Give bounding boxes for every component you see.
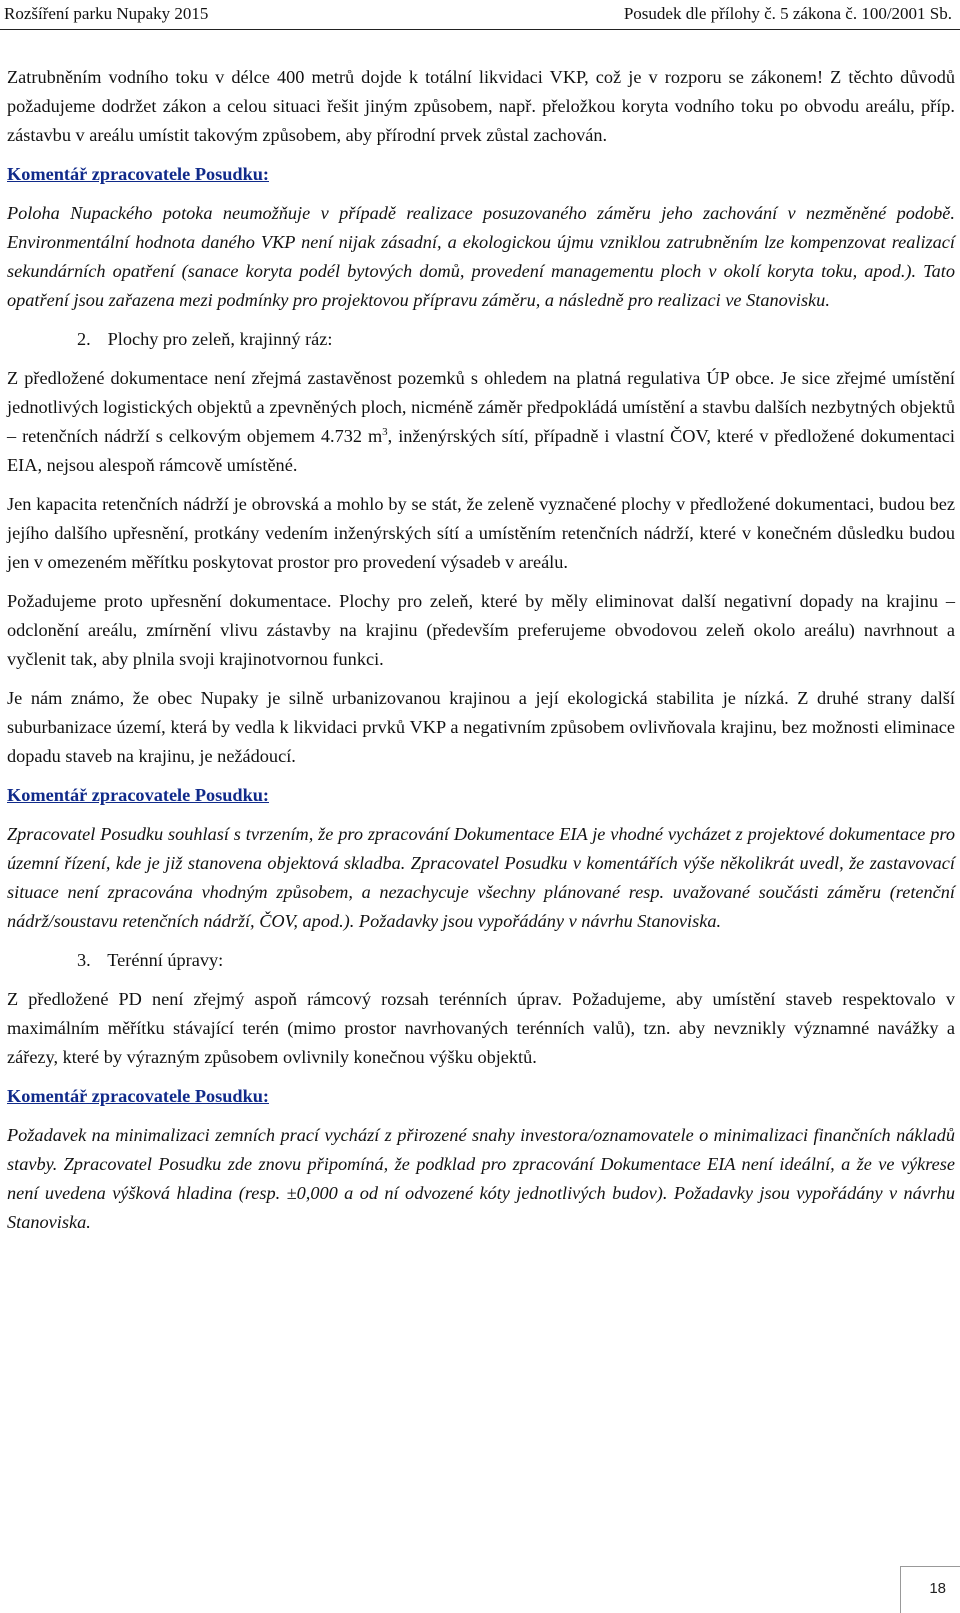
paragraph-piping-objection: Zatrubněním vodního toku v délce 400 metrů dojde k totální likvidaci VKP, což je v rozporu se zákonem! Z těchto důvodů požadujeme dodržet zákon a celou situaci řešit jiným způsobem, např. přeložkou koryta vodního toku po obvodu areálu, příp. zástavbu v areálu umístit takovým způsobem, aby přírodní prvek zůstal zachován. [7, 67, 955, 145]
comment-heading: Komentář zpracovatele Posudku: [7, 1086, 269, 1106]
item-heading-greenery [77, 325, 955, 354]
header-legal-reference: Posudek dle přílohy č. 5 zákona č. 100/2001 Sb. [623, 4, 952, 23]
paragraph-text: , inženýrských sítí, případně i vlastní ČOV, které v předložené dokumentaci EIA, nejsou alespoň rámcově umístěné. [7, 426, 955, 475]
paragraph-text: Z předložené dokumentace není zřejmá zastavěnost pozemků s ohledem na platná regulativa ÚP obce. Je sice zřejmé umístění jednotlivých logistických objektů a zpevněných ploch, nicméně záměr předpokládá umístění a stavbu dalších nezbytných objektů – retenčních nádrží s celkovým objemem 4.732 m [7, 368, 955, 446]
comment-paragraph-documentation: Zpracovatel Posudku souhlasí s tvrzením, že pro zpracování Dokumentace EIA je vhodné vycházet z projektové dokumentace pro územní řízení, kde je již stanovena objektová skladba. Zpracovatel Posudku v komentářích výše několikrát uvedl, že zastavovací situace není zpracována vhodným způsobem, a nezachycuje všechny plánované resp. uvažované součásti záměru (retenční nádrž/soustavu retenčních nádrží, ČOV, apod.). Požadavky jsou vypořádány v návrhu Stanoviska. [7, 824, 955, 931]
comment-heading: Komentář zpracovatele Posudku: [7, 785, 269, 805]
paragraph-terrain: Z předložené PD není zřejmý aspoň rámcový rozsah terénních úprav. Požadujeme, aby umístění staveb respektovalo v maximálním měřítku stávající terén (mimo prostor navrhovaných terénních valů), tzn. aby nevznikly významné navážky a zářezy, které by výrazným způsobem ovlivnily konečnou výšku objektů. [7, 989, 955, 1067]
paragraph-documentation-request: Požadujeme proto upřesnění dokumentace. Plochy pro zeleň, které by měly eliminovat další negativní dopady na krajinu – odclonění areálu, zmírnění vlivu zástavby na krajinu (především preferujeme obvodovou zeleň okolo areálu) navrhnout a vyčlenit tak, aby plnila svoji krajinotvornou funkci. [7, 591, 955, 669]
comment-heading: Komentář zpracovatele Posudku: [7, 164, 269, 184]
comment-paragraph-stream: Poloha Nupackého potoka neumožňuje v případě realizace posuzovaného záměru jeho zachování v nezměněné podobě. Environmentální hodnota daného VKP není nijak zásadní, a ekologickou újmu vzniklou zatrubněním lze kompenzovat realizací sekundárních opatření (sanace koryta podél bytových domů, provedení managementu ploch v okolí koryta toku, apod.). Tato opatření jsou zařazena mezi podmínky pro projektovou přípravu záměru, a následně pro realizaci ve Stanovisku. [7, 203, 955, 310]
document-body [7, 63, 955, 1247]
item-label: Plochy pro zeleň, krajinný ráz: [107, 329, 333, 349]
item-number: 3. [77, 950, 91, 970]
comment-paragraph-terrain: Požadavek na minimalizaci zemních prací vychází z přirozené snahy investora/oznamovatele o minimalizaci finančních nákladů stavby. Zpracovatel Posudku zde znovu připomíná, že podklad pro zpracování Dokumentace EIA není ideální, a že ve výkrese není uvedena výšková hladina (resp. ±0,000 a od ní odvozené kóty jednotlivých budov). Požadavky jsou vypořádány v návrhu Stanoviska. [7, 1125, 955, 1232]
paragraph-development-density [7, 364, 955, 480]
superscript: 3 [382, 425, 388, 438]
page-number: 18 [929, 1580, 946, 1597]
item-heading-terrain [77, 946, 955, 975]
item-number: 2. [77, 329, 91, 349]
header-document-title: Rozšíření parku Nupaky 2015 [4, 4, 209, 23]
page-header [0, 0, 960, 30]
item-label: Terénní úpravy: [107, 950, 224, 970]
paragraph-retention-tanks: Jen kapacita retenčních nádrží je obrovská a mohlo by se stát, že zeleně vyznačené plochy v předložené dokumentaci, budou bez jejího dalšího upřesnění, protkány vedením inženýrských sítí a umístěním retenčních nádrží, které v konečném důsledku budou jen v omezeném měřítku poskytovat prostor pro provedení výsadeb v areálu. [7, 494, 955, 572]
paragraph-urbanization: Je nám známo, že obec Nupaky je silně urbanizovanou krajinou a její ekologická stabilita je nízká. Z druhé strany další suburbanizace území, která by vedla k likvidaci prvků VKP a negativním způsobem ovlivňovala krajinu, bez možnosti eliminace dopadu staveb na krajinu, je nežádoucí. [7, 688, 955, 766]
